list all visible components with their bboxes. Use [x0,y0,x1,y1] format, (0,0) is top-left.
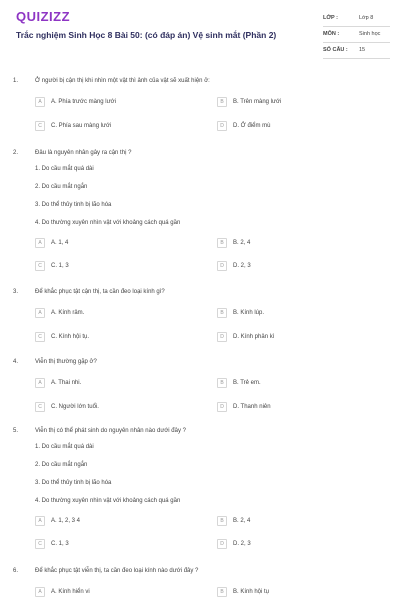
option-c-box[interactable]: C [35,332,45,342]
question-text: Viễn thị thường gặp ở? [35,359,97,365]
option-d-text: D. Ở điểm mù [233,123,271,129]
option-a-box[interactable]: A [35,238,45,248]
option-b-text: B. 2, 4 [233,518,251,524]
meta-divider [323,42,390,43]
grade-label: LỚP : [323,15,338,21]
option-a-box[interactable]: A [35,308,45,318]
quizizz-logo: QUIZIZZ [16,9,71,24]
option-b-text: B. Kính hội tụ [233,589,270,595]
option-c-text: C. 1, 3 [51,541,69,547]
subject-label: MÔN : [323,31,340,37]
question-text: Đâu là nguyên nhân gây ra cận thị ? [35,150,132,156]
meta-divider [323,58,390,59]
question-number: 3. [13,289,19,295]
option-c-box[interactable]: C [35,402,45,412]
question-text: Ở người bị cận thị khi nhìn một vật thì ảnh của vật sẽ xuất hiện ở: [35,78,210,84]
worksheet-header [0,0,400,64]
option-c-box[interactable]: C [35,261,45,271]
question-number: 4. [13,359,19,365]
question-count-value: 15 [359,47,366,53]
meta-panel [323,10,390,60]
statement: 4. Do thường xuyên nhìn vật với khoảng cách quá gần [35,498,181,504]
option-a-text: A. Kính râm. [51,310,85,316]
worksheet-title: Trắc nghiệm Sinh Học 8 Bài 50: (có đáp án) Vệ sinh mắt (Phần 2) [16,30,277,40]
question-number: 1. [13,78,19,84]
option-d-box[interactable]: D [217,261,227,271]
question-number: 2. [13,150,19,156]
question-text: Để khắc phục tật cận thị, ta cần đeo loại kính gì? [35,289,165,295]
option-d-text: D. 2, 3 [233,541,251,547]
question-number: 5. [13,428,19,434]
grade-value: Lớp 8 [359,15,374,21]
option-b-box[interactable]: B [217,97,227,107]
option-a-text: A. 1, 2, 3 4 [51,518,81,524]
statement: 1. Do cầu mắt quá dài [35,444,94,450]
question-text: Để khắc phục tật viễn thị, ta cần đeo loại kính nào dưới đây ? [35,568,199,574]
statement: 2. Do cầu mắt ngắn [35,184,88,190]
option-b-box[interactable]: B [217,516,227,526]
option-d-box[interactable]: D [217,332,227,342]
option-b-box[interactable]: B [217,238,227,248]
meta-divider [323,26,390,27]
option-a-box[interactable]: A [35,587,45,597]
option-a-box[interactable]: A [35,516,45,526]
option-b-text: B. Trên màng lưới [233,99,282,105]
option-d-text: D. 2, 3 [233,263,251,269]
option-a-text: A. Thai nhi. [51,380,82,386]
option-b-text: B. Kính lúp. [233,310,265,316]
option-d-text: D. Kính phân kì [233,334,275,340]
question-number: 6. [13,568,19,574]
option-b-box[interactable]: B [217,308,227,318]
option-c-text: C. Kính hội tụ. [51,334,90,340]
option-c-box[interactable]: C [35,539,45,549]
statement: 4. Do thường xuyên nhìn vật với khoảng cách quá gần [35,220,181,226]
option-b-box[interactable]: B [217,587,227,597]
question-text: Viễn thị có thể phát sinh do nguyên nhân nào dưới đây ? [35,428,186,434]
question-count-label: SỐ CÂU : [323,47,348,53]
statement: 3. Do thể thủy tinh bị lão hóa [35,202,112,208]
option-b-text: B. 2, 4 [233,240,251,246]
statement: 3. Do thể thủy tinh bị lão hóa [35,480,112,486]
option-a-box[interactable]: A [35,97,45,107]
statement: 2. Do cầu mắt ngắn [35,462,88,468]
option-c-text: C. Người lớn tuổi. [51,404,99,410]
option-a-text: A. Phía trước màng lưới [51,99,116,105]
option-d-box[interactable]: D [217,121,227,131]
option-d-text: D. Thanh niên [233,404,271,410]
option-c-text: C. 1, 3 [51,263,69,269]
statement: 1. Do cầu mắt quá dài [35,166,94,172]
subject-value: Sinh học [359,31,381,37]
option-a-text: A. 1, 4 [51,240,69,246]
option-b-text: B. Trẻ em. [233,380,261,386]
option-b-box[interactable]: B [217,378,227,388]
option-c-box[interactable]: C [35,121,45,131]
option-a-text: A. Kính hiển vi [51,589,90,595]
option-d-box[interactable]: D [217,539,227,549]
option-c-text: C. Phía sau màng lưới [51,123,112,129]
option-d-box[interactable]: D [217,402,227,412]
option-a-box[interactable]: A [35,378,45,388]
